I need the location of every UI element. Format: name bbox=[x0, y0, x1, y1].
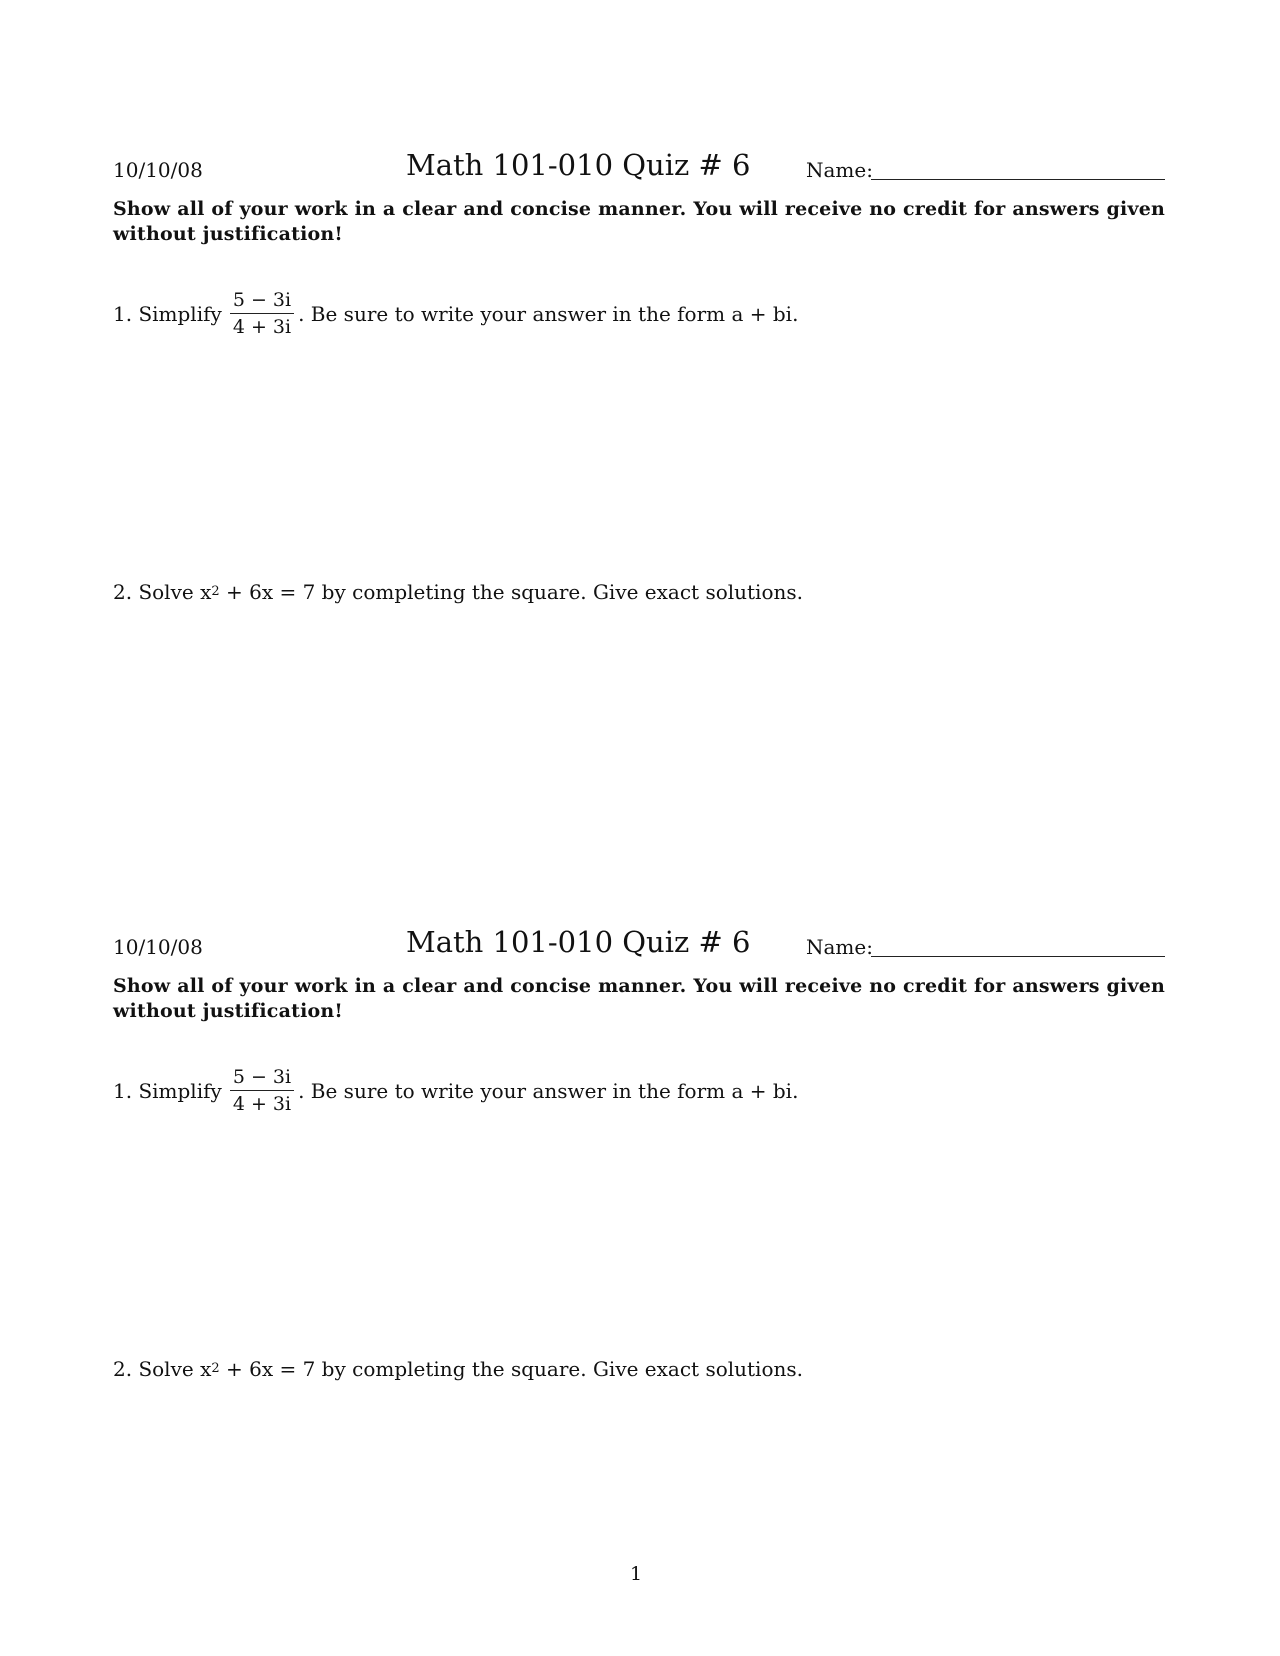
problem-2-suffix: + 6x = 7 by completing the square. Give exact solutions. bbox=[219, 1357, 803, 1381]
quiz-date: 10/10/08 bbox=[113, 158, 203, 182]
quiz-copy-bottom bbox=[113, 925, 1163, 1485]
problem-1 bbox=[113, 1066, 798, 1115]
fraction-numerator: 5 − 3i bbox=[230, 289, 294, 314]
quiz-title: Math 101-010 Quiz # 6 bbox=[406, 148, 751, 182]
problem-2: 2. Solve x 2 + 6x = 7 by completing the square. Give exact solutions. bbox=[113, 1357, 803, 1381]
quiz-instructions: Show all of your work in a clear and concise manner. You will receive no credit for answers given without justification! bbox=[113, 198, 1165, 245]
name-label: Name: bbox=[806, 158, 873, 182]
problem-1-fraction bbox=[230, 289, 294, 338]
quiz-title: Math 101-010 Quiz # 6 bbox=[406, 925, 751, 959]
problem-1-fraction bbox=[230, 1066, 294, 1115]
name-label: Name: bbox=[806, 935, 873, 959]
problem-2-prefix: 2. Solve x bbox=[113, 580, 212, 604]
fraction-numerator: 5 − 3i bbox=[230, 1066, 294, 1091]
problem-1-prefix: 1. Simplify bbox=[113, 1078, 222, 1103]
problem-1 bbox=[113, 289, 798, 338]
fraction-denominator: 4 + 3i bbox=[232, 316, 292, 338]
problem-2: 2. Solve x 2 + 6x = 7 by completing the square. Give exact solutions. bbox=[113, 580, 803, 604]
problem-1-suffix: . Be sure to write your answer in the form a + bi. bbox=[298, 1078, 799, 1103]
problem-2-suffix: + 6x = 7 by completing the square. Give exact solutions. bbox=[219, 580, 803, 604]
page-number: 1 bbox=[630, 1563, 643, 1585]
problem-1-suffix: . Be sure to write your answer in the form a + bi. bbox=[298, 301, 799, 326]
problem-2-prefix: 2. Solve x bbox=[113, 1357, 212, 1381]
quiz-instructions: Show all of your work in a clear and concise manner. You will receive no credit for answers given without justification! bbox=[113, 975, 1165, 1022]
problem-1-prefix: 1. Simplify bbox=[113, 301, 222, 326]
quiz-date: 10/10/08 bbox=[113, 935, 203, 959]
fraction-denominator: 4 + 3i bbox=[232, 1093, 292, 1115]
name-blank-line bbox=[871, 179, 1165, 180]
quiz-copy-top bbox=[113, 148, 1163, 708]
name-blank-line bbox=[871, 956, 1165, 957]
